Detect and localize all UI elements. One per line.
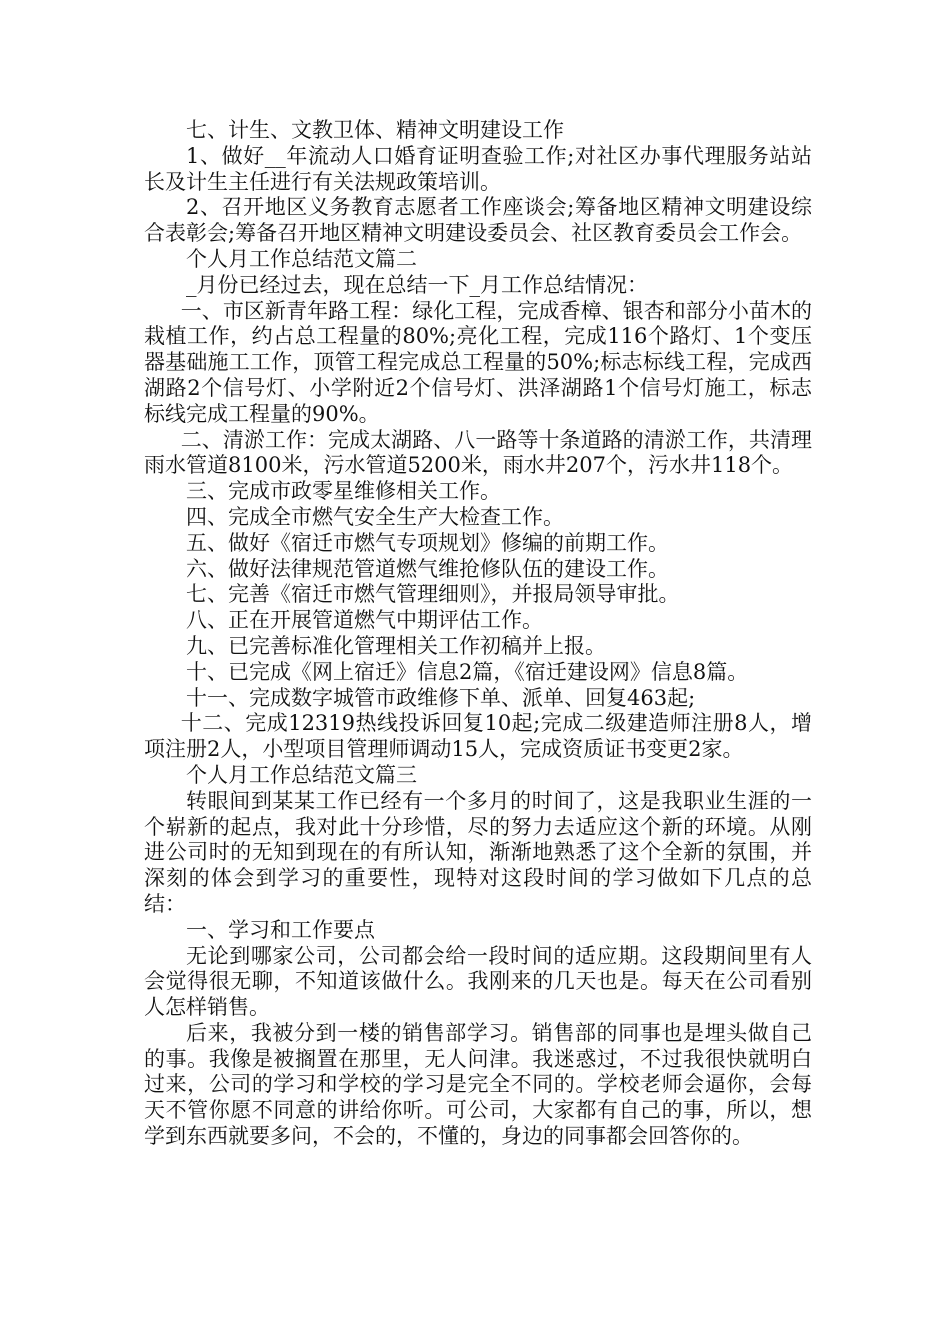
section-heading: 个人月工作总结范文篇三 xyxy=(186,762,417,787)
paragraph: 后来，我被分到一楼的销售部学习。销售部的同事也是埋头做自己的事。我像是被搁置在那里，无人问津。我迷惑过，不过我很快就明白过来，公司的学习和学校的学习是完全不同的。学校老师会逼你，会每天不管你愿不同意的讲给你听。可公司，大家都有自己的事，所以，想学到东西就要多问，不会的，不懂的，身边的同事都会回答你的。 xyxy=(144,1020,812,1149)
paragraph: 四、完成全市燃气安全生产大检查工作。 xyxy=(186,504,564,529)
paragraph: 十一、完成数字城管市政维修下单、派单、回复463起; xyxy=(186,685,696,710)
document-page xyxy=(144,118,812,1150)
paragraph: 六、做好法律规范管道燃气维抢修队伍的建设工作。 xyxy=(186,556,669,581)
paragraph: 十、已完成《网上宿迁》信息2篇，《宿迁建设网》信息8篇。 xyxy=(186,659,749,684)
paragraph: 无论到哪家公司，公司都会给一段时间的适应期。这段期间里有人会觉得很无聊，不知道该做什么。我刚来的几天也是。每天在公司看别人怎样销售。 xyxy=(144,943,812,1020)
section-heading: 个人月工作总结范文篇二 xyxy=(186,246,417,271)
paragraph: 八、正在开展管道燃气中期评估工作。 xyxy=(186,608,543,633)
paragraph: 二、清淤工作：完成太湖路、八一路等十条道路的清淤工作，共清理雨水管道8100米，污水管道5200米，雨水井207个，污水井118个。 xyxy=(144,427,812,478)
paragraph: 七、完善《宿迁市燃气管理细则》，并报局领导审批。 xyxy=(186,582,680,607)
paragraph: 十二、完成12319热线投诉回复10起;完成二级建造师注册8人，增项注册2人，小型项目管理师调动15人，完成资质证书变更2家。 xyxy=(144,711,812,762)
paragraph: 三、完成市政零星维修相关工作。 xyxy=(186,479,501,504)
paragraph: 2、召开地区义务教育志愿者工作座谈会;筹备地区精神文明建设综合表彰会;筹备召开地区精神文明建设委员会、社区教育委员会工作会。 xyxy=(144,195,812,246)
paragraph: 七、计生、文教卫体、精神文明建设工作 xyxy=(186,118,564,142)
paragraph: 1、做好__年流动人口婚育证明查验工作;对社区办事代理服务站站长及计生主任进行有关法规政策培训。 xyxy=(144,143,812,194)
paragraph: 五、做好《宿迁市燃气专项规划》修编的前期工作。 xyxy=(186,530,669,555)
paragraph: 转眼间到某某工作已经有一个多月的时间了，这是我职业生涯的一个崭新的起点，我对此十分珍惜，尽的努力去适应这个新的环境。从刚进公司时的无知到现在的有所认知，渐渐地熟悉了这个全新的氛围，并深刻的体会到学习的重要性，现特对这段时间的学习做如下几点的总结： xyxy=(144,788,812,916)
paragraph: 一、学习和工作要点 xyxy=(186,917,375,942)
paragraph: 一、市区新青年路工程：绿化工程，完成香樟、银杏和部分小苗木的栽植工作，约占总工程量的80%;亮化工程，完成116个路灯、1个变压器基础施工工作，顶管工程完成总工程量的50%;标志标线工程，完成西湖路2个信号灯、小学附近2个信号灯、洪泽湖路1个信号灯施工，标志标线完成工程量的90%。 xyxy=(144,298,812,426)
paragraph: _月份已经过去，现在总结一下_月工作总结情况： xyxy=(186,272,648,297)
paragraph: 九、已完善标准化管理相关工作初稿并上报。 xyxy=(186,633,606,658)
